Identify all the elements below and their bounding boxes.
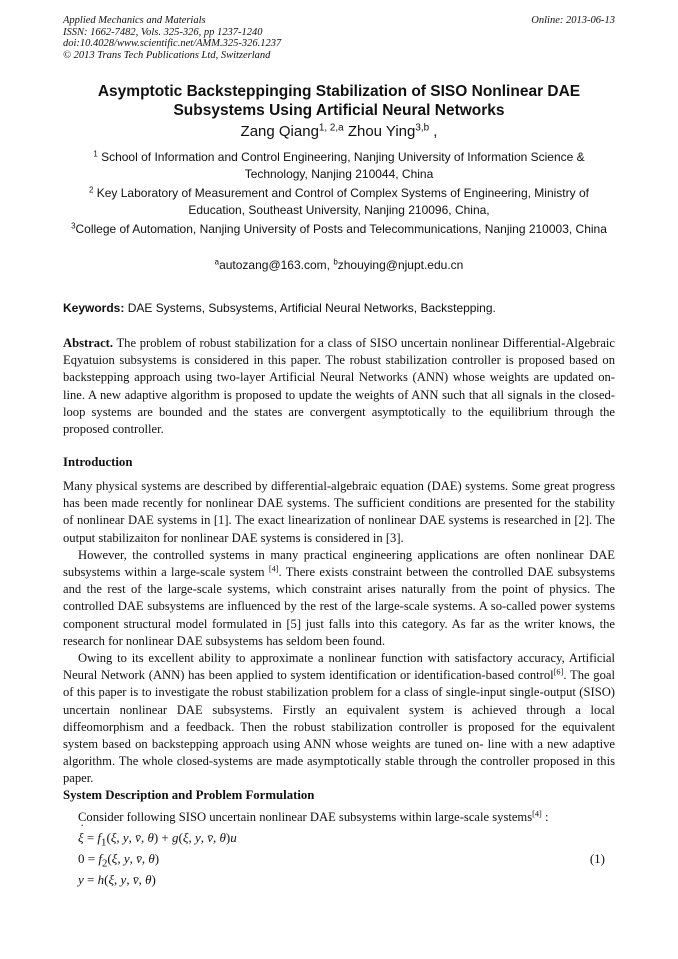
abstract-text: The problem of robust stabilization for a class of SISO uncertain nonlinear Differential-Algebraic Eqyatuion subsystems is considered in this paper. The robust stabilization controller is proposed based on backstepping approach using two-layer Artificial Neural Networks (ANN) whose weights are updated on-line. A new adaptive algorithm is proposed to update the weights of ANN such that all signals in the closed-loop systems are bounded and the states are convergent asymptotically to the equilibrium through the proposed controller. [63, 336, 615, 437]
email-line [63, 257, 615, 274]
affiliation-3-text: College of Automation, Nanjing University of Posts and Telecommunications, Nanjing 210003, China [75, 222, 607, 236]
copyright-line: © 2013 Trans Tech Publications Ltd, Switzerland [63, 49, 271, 61]
author-1-name: Zang Qiang [240, 123, 319, 140]
affiliation-2-marker: 2 [89, 185, 94, 195]
affiliation-3-marker: 3 [71, 221, 76, 231]
equation-1-line-1: ξ ˙ = $f_1(\xi$, y, v̄, θ) + g(ξ, y, v̄, θ)u [78, 830, 237, 849]
citation-6[interactable]: [6] [553, 667, 564, 677]
journal-header [63, 15, 615, 61]
affiliation-1-marker: 1 [93, 149, 98, 159]
email-b[interactable]: zhouying@njupt.edu.cn [337, 258, 464, 272]
abstract-label: Abstract. [63, 336, 114, 350]
citation-4b[interactable]: [4] [532, 809, 542, 819]
section-2-heading: System Description and Problem Formulation [63, 788, 315, 802]
intro-p3-text-b: . The goal of this paper is to investigate the robust stabilization problem for a class of single-input single-output (SISO) uncertain nonlinear DAE subsystems. Firstly an equivalent system is achieved through a local diffeomorphism and a feedback. Then the robust stabilization controller is proposed for the equivalent system based on backstepping approach using ANN whose weights are tuned on- line with a new adaptive algorithm. The whole closed-systems are made asymptotically stable through the controller proposed in this paper. [63, 668, 615, 786]
author-2-name: Zhou Ying [347, 123, 416, 140]
section-2-lead-text: Consider following SISO uncertain nonlinear DAE subsystems within large-scale systems [78, 810, 533, 824]
affiliation-2-text: Key Laboratory of Measurement and Control of Complex Systems of Engineering, Ministry of Education, Southeast University, Nanjing 210096, China, [96, 186, 589, 217]
affiliation-1-text: School of Information and Control Engineering, Nanjing University of Information Science & Technology, Nanjing 210044, China [101, 150, 585, 181]
equation-1-line-3: y = h(ξ, y, v̄, θ) [78, 872, 156, 887]
author-line [63, 123, 615, 141]
issn-line: ISSN: 1662-7482, Vols. 325-326, pp 1237-1240 [63, 26, 263, 38]
intro-p3-text-a: Owing to its excellent ability to approximate a nonlinear function with satisfactory accuracy, Artificial Neural Network (ANN) has been applied to system identification or identification-based control [63, 651, 615, 683]
intro-paragraph-2 [63, 547, 615, 650]
author-1-affil: 1, 2,a [318, 122, 344, 134]
keywords-label: Keywords: [63, 301, 125, 315]
section-2-lead-paragraph [63, 809, 615, 826]
intro-p2-text-a: However, the controlled systems in many practical engineering applications are often nonlinear DAE subsystems within a large-scale system [63, 547, 615, 580]
abstract [63, 335, 615, 438]
intro-paragraph-1: Many physical systems are described by differential-algebraic equation (DAE) systems. Some great progress has been made recently for nonlinear DAE systems. The sufficient conditions are presented for the stability of nonlinear DAE systems in [1]. The exact linearization of nonlinear DAE systems is researched in [2]. The output stabilizaiton for nonlinear DAE systems is considered in [3]. [63, 479, 615, 545]
section-2-lead [63, 809, 615, 826]
citation-4[interactable]: [4] [268, 564, 279, 574]
author-line-comma: , [433, 123, 438, 140]
equation-1-number: (1) [589, 851, 605, 866]
affiliation-3 [63, 221, 615, 238]
section-2-lead-end: : [541, 810, 549, 824]
keywords [63, 300, 615, 316]
journal-name: Applied Mechanics and Materials [63, 15, 206, 26]
affiliation-1 [63, 149, 615, 182]
email-a-marker: a [214, 257, 220, 267]
intro-paragraph-3 [63, 650, 615, 788]
intro-p2-text-b: . There exists constraint between the controlled DAE subsystems and the rest of the large-scale systems, which constraint arises naturally from the point of physics. The controlled DAE subsystems are influenced by the rest of the large-scale systems. A so-called power systems component structural model formulated in [5] just falls into this category. As far as the writer knows, the research for nonlinear DAE subsystems has seldom been found. [63, 565, 616, 648]
introduction-body [63, 478, 615, 788]
affiliation-2 [63, 185, 615, 218]
email-a[interactable]: autozang@163.com, [219, 258, 334, 272]
author-2-affil: 3,b [415, 122, 430, 134]
introduction-heading: Introduction [63, 455, 133, 469]
keywords-text: DAE Systems, Subsystems, Artificial Neural Networks, Backstepping. [124, 301, 496, 315]
email-b-marker: b [333, 257, 338, 267]
equation-1-line-2: $0 = f_2(\xi$, y, v̄, θ) [78, 851, 160, 870]
online-date: Online: 2013-06-13 [531, 15, 615, 26]
doi-line[interactable]: doi:10.4028/www.scientific.net/AMM.325-326.1237 [63, 38, 282, 49]
paper-title: Asymptotic Backsteppinging Stabilization of SISO Nonlinear DAE Subsystems Using Artificial Neural Networks [97, 83, 581, 119]
